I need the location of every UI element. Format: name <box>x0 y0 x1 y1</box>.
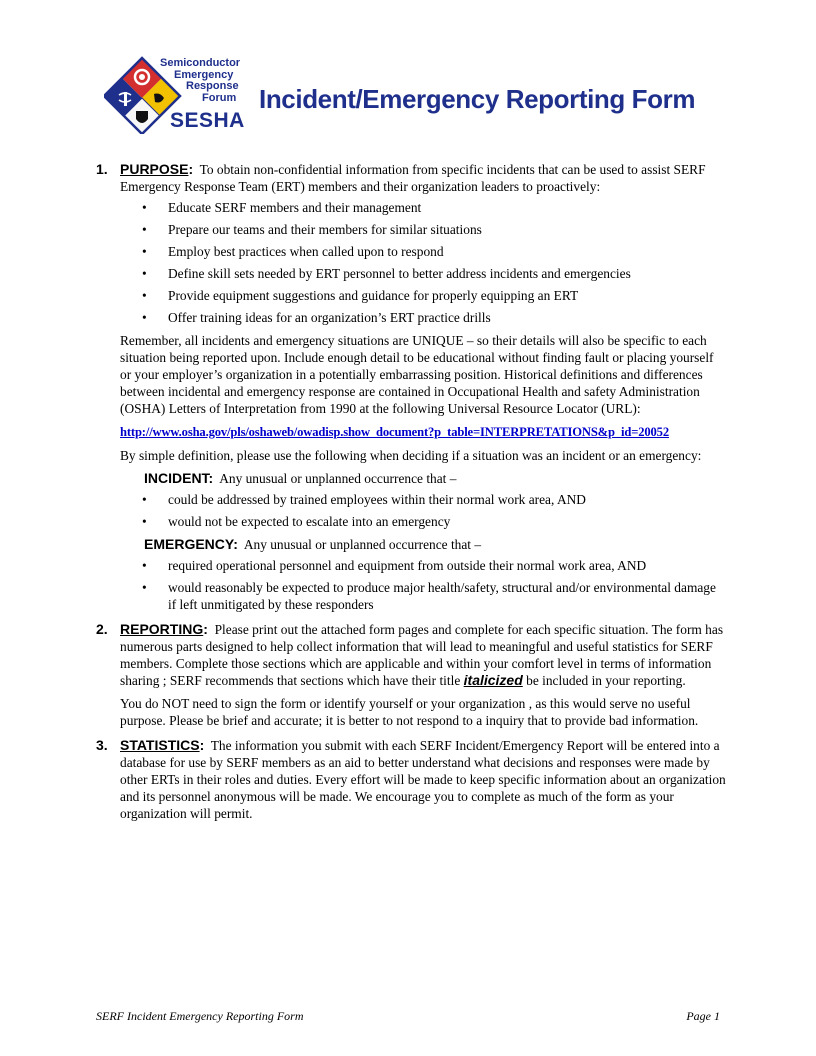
incident-text: Any unusual or unplanned occurrence that – <box>219 471 457 486</box>
emergency-bullet-list <box>120 557 726 613</box>
list-item: • Define skill sets needed by ERT personnel to better address incidents and emergencies <box>120 265 726 282</box>
incident-definition <box>120 470 726 487</box>
list-item: • Educate SERF members and their management <box>120 199 726 216</box>
incident-bullet-list <box>120 491 726 530</box>
italicized-word: italicized <box>463 672 523 688</box>
list-item: • required operational personnel and equipment from outside their normal work area, AND <box>120 557 726 574</box>
page-number: Page 1 <box>686 1009 720 1023</box>
sign-note-paragraph: You do NOT need to sign the form or identify yourself or your organization , as this would serve no useful purpose. Please be brief and accurate; it is better to not respond to a inquiry that to provide bad information. <box>120 696 699 728</box>
list-item: • would not be expected to escalate into an emergency <box>120 513 726 530</box>
statistics-paragraph: STATISTICS: The information you submit with each SERF Incident/Emergency Report will be entered into a database for use by SERF members as an aid to better understand what decisions and responses were made by other ERTs in their roles and duties. Every effort will be made to keep specific information about an organization and its personnel anonymous will be made. We encourage you to complete as much of the form as your organization will permit. <box>120 737 726 821</box>
list-item: • Offer training ideas for an organization’s ERT practice drills <box>120 309 726 326</box>
logo-word: Emergency <box>174 68 234 81</box>
logo-word: Forum <box>202 91 237 104</box>
section-purpose <box>96 161 726 613</box>
emergency-label: EMERGENCY: <box>144 536 238 552</box>
list-item: • would reasonably be expected to produce major health/safety, structural and/or environmental damage if left unmitigated by these responders <box>120 579 726 613</box>
document-body <box>96 161 726 822</box>
emergency-text: Any unusual or unplanned occurrence that – <box>243 537 482 552</box>
section-heading: STATISTICS <box>120 737 200 753</box>
section-heading: PURPOSE <box>120 161 189 177</box>
section-heading: REPORTING <box>120 621 204 637</box>
logo-wordmark <box>160 58 240 104</box>
incident-label: INCIDENT: <box>144 470 214 486</box>
logo-caduceus-icon <box>124 92 127 106</box>
page-title: Incident/Emergency Reporting Form <box>259 84 696 114</box>
section-number: 1. <box>96 161 108 177</box>
list-item: • Prepare our teams and their members for similar situations <box>120 221 726 238</box>
reporting-text: Please print out the attached form pages and complete for each specific situation. The form has numerous parts designed to help collect information that will lead to meaningful and useful statistics for SERF members. Complete those sections which are applicable and within your comfort level in terms of information sharing ; SERF recommends that sections which have their title <box>120 622 724 688</box>
purpose-intro: PURPOSE: To obtain non-confidential information from specific incidents that can be used to assist SERF Emergency Response Team (ERT) members and their organization leaders to proactively: <box>120 161 706 194</box>
statistics-text: The information you submit with each SERF Incident/Emergency Report will be entered into a database for use by SERF members as an aid to better understand what decisions and responses were made by other ERTs in their roles and duties. Every effort will be made to keep specific information about an organization and its personnel anonymous will be made. We encourage you to complete as much of the form as your organization will permit. <box>120 738 726 821</box>
logo-word: Semiconductor <box>160 57 241 69</box>
logo-acronym: SESHA <box>170 109 245 132</box>
purpose-bullet-list <box>120 199 726 326</box>
section-reporting <box>96 621 726 729</box>
section-number: 3. <box>96 737 108 753</box>
list-item: • Provide equipment suggestions and guidance for properly equipping an ERT <box>120 287 726 304</box>
list-item: • could be addressed by trained employees within their normal work area, AND <box>120 491 726 508</box>
purpose-intro-text: To obtain non-confidential information from specific incidents that can be used to assist SERF Emergency Response Team (ERT) members and their organization leaders to proactively: <box>120 162 706 194</box>
logo-word: Response <box>186 80 239 92</box>
emergency-definition <box>120 536 726 553</box>
osha-url-link[interactable]: http://www.osha.gov/pls/oshaweb/owadisp.show_document?p_table=INTERPRETATIONS&p_id=20052 <box>120 425 669 439</box>
reporting-paragraph: REPORTING: Please print out the attached form pages and complete for each specific situation. The form has numerous parts designed to help collect information that will lead to meaningful and useful statistics for SERF members. Complete those sections which are applicable and within your comfort level in terms of information sharing ; SERF recommends that sections which have their title italicized be included in your reporting. <box>120 621 724 688</box>
remember-paragraph: Remember, all incidents and emergency situations are UNIQUE – so their details will also be specific to each situation being reported upon. Include enough detail to be educational without finding fault or placing yourself or your employer’s organization in a potentially embarrassing position. Historical definitions and differences between incidental and emergency response are contained in Occupational Health and safety Administration (OSHA) Letters of Interpretation from 1990 at the following Universal Resource Locator (URL): <box>120 333 714 416</box>
footer-title: SERF Incident Emergency Reporting Form <box>96 1009 304 1023</box>
reporting-text-end: be included in your reporting. <box>526 673 686 688</box>
section-statistics <box>96 737 726 822</box>
definition-intro: By simple definition, please use the following when deciding if a situation was an incident or an emergency: <box>120 448 702 463</box>
section-number: 2. <box>96 621 108 637</box>
list-item: • Employ best practices when called upon to respond <box>120 243 726 260</box>
